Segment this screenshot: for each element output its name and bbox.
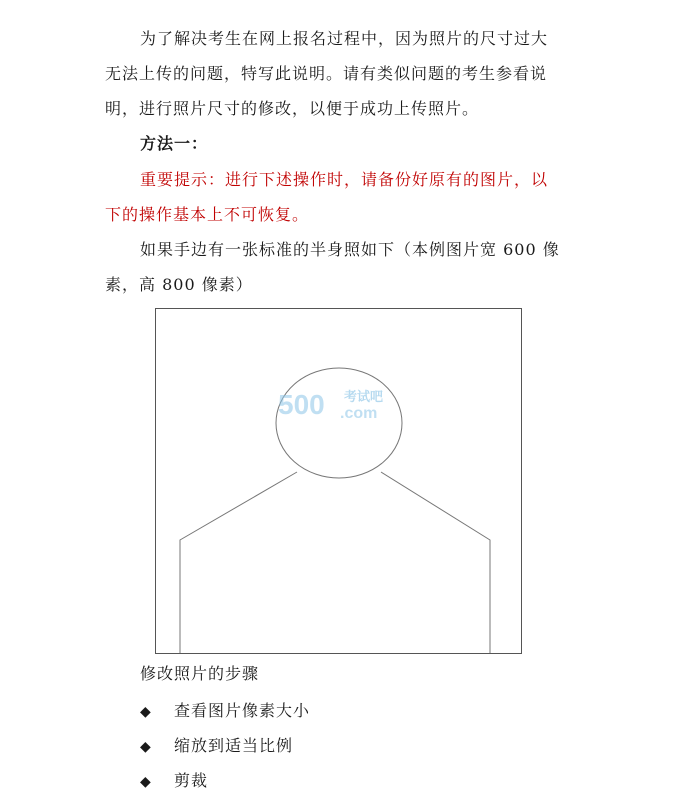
step-label: 剪裁	[174, 771, 209, 790]
warning-line-1: 重要提示：进行下述操作时，请备份好原有的图片，以	[140, 170, 549, 189]
intro-line-1: 为了解决考生在网上报名过程中，因为照片的尺寸过大	[140, 29, 549, 48]
watermark-digits: 500	[278, 389, 325, 420]
step-item	[140, 736, 293, 757]
step-label: 查看图片像素大小	[174, 701, 311, 720]
watermark-svg	[278, 384, 408, 424]
watermark-text: 考试吧	[344, 390, 384, 405]
portrait-svg	[155, 308, 522, 654]
example-line-1: 如果手边有一张标准的半身照如下（本例图片宽 600 像	[140, 240, 560, 259]
diamond-bullet-icon: ◆	[140, 704, 152, 720]
warning-line-2: 下的操作基本上不可恢复。	[105, 205, 310, 224]
diamond-bullet-icon: ◆	[140, 774, 152, 790]
example-line-2: 素，高 800 像素）	[105, 275, 253, 294]
watermark-logo	[278, 384, 408, 424]
method-heading: 方法一：	[140, 134, 209, 153]
step-item	[140, 771, 208, 792]
steps-title: 修改照片的步骤	[140, 664, 260, 683]
intro-line-3: 明，进行照片尺寸的修改，以便于成功上传照片。	[105, 99, 480, 118]
step-item	[140, 701, 310, 722]
diamond-bullet-icon: ◆	[140, 739, 152, 755]
photo-frame	[156, 309, 522, 654]
watermark-domain: .com	[340, 405, 378, 422]
intro-line-2: 无法上传的问题，特写此说明。请有类似问题的考生参看说	[105, 64, 548, 83]
step-label: 缩放到适当比例	[174, 736, 294, 755]
portrait-illustration	[155, 308, 522, 654]
